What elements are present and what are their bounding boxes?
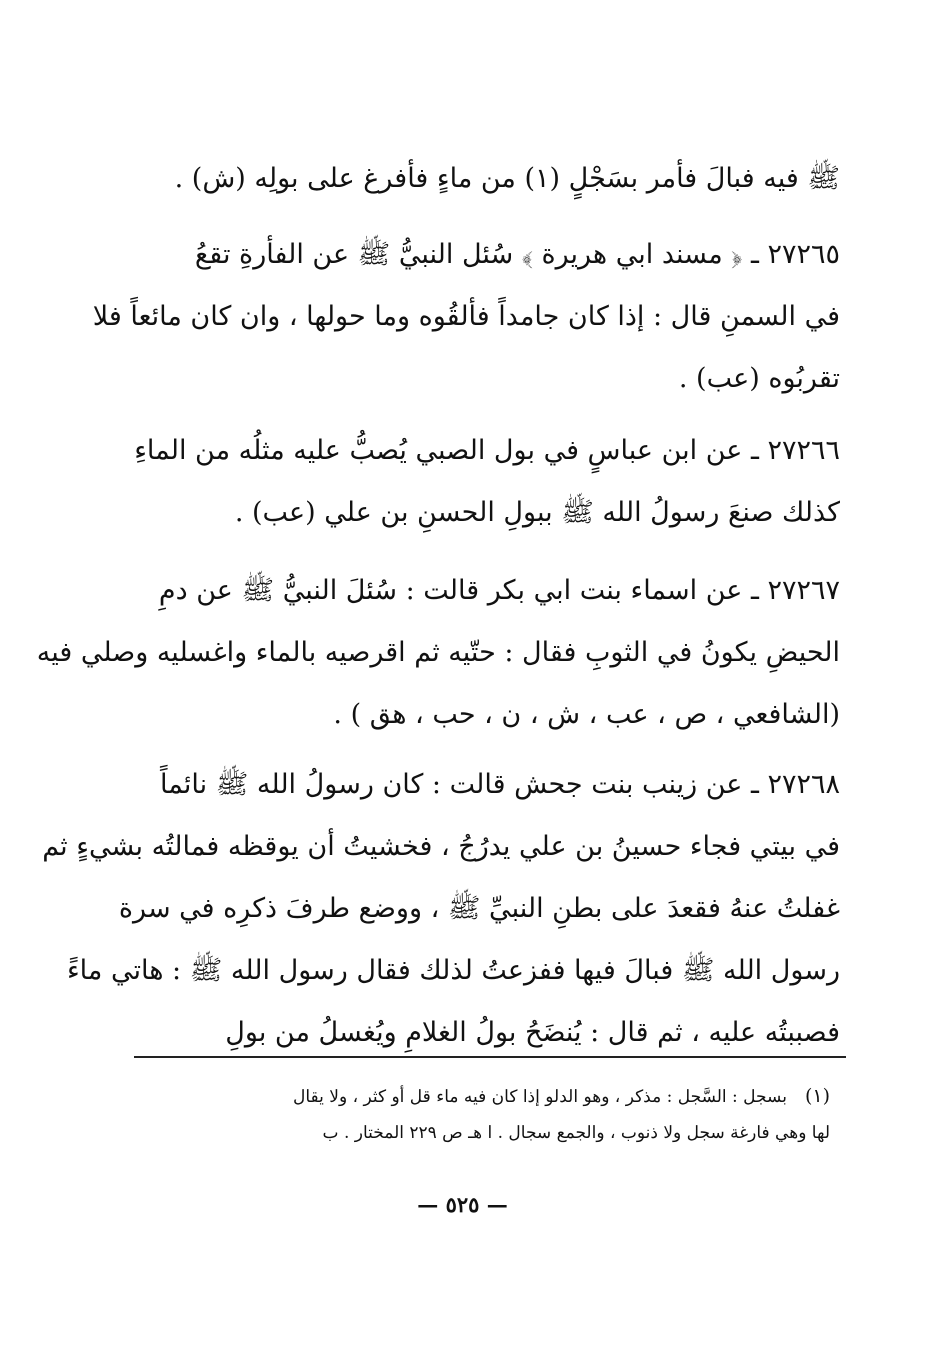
text-line: فصببتُه عليه ، ثم قال : يُنضَحُ بولُ الغلامِ ويُغسلُ من بولِ <box>225 1017 840 1048</box>
footnote-text: بسجل : السَّجل : مذكر ، وهو الدلو إذا كان فيه ماء قل أو كثر ، ولا يقال <box>293 1087 787 1107</box>
footnote-marker: (١) <box>804 1085 830 1107</box>
text-line: في السمنِ قال : إذا كان جامداً فألقُوه وما حولها ، وان كان مائعاً فلا <box>92 301 840 332</box>
text-line: ﷺ فيه فبالَ فأمر بسَجْلٍ (١) من ماءٍ فأفرغ على بولِه (ش) . <box>174 163 840 194</box>
page-number: — ٥٢٥ — <box>417 1192 508 1217</box>
footnote-line: لها وهي فارغة سجل ولا ذنوب ، والجمع سجال . ا هـ ص ٢٢٩ المختار . ب <box>322 1123 830 1143</box>
text-line: (الشافعي ، ص ، عب ، ش ، ن ، حب ، هق ) . <box>333 699 840 730</box>
text-line: تقربُوه (عب) . <box>678 363 840 394</box>
hadith-27268 <box>42 754 840 1064</box>
text-line: ٢٧٢٦٧ ـ عن اسماء بنت ابي بكر قالت : سُئلَ النبيُّ ﷺ عن دمِ <box>158 575 840 606</box>
text-line: الحيضِ يكونُ في الثوبِ فقال : حتّيه ثم اقرصيه بالماء واغسليه وصلي فيه <box>36 637 840 668</box>
footnote-line <box>130 1078 830 1115</box>
text-line: كذلك صنعَ رسولُ الله ﷺ ببولِ الحسنِ بن علي (عب) . <box>234 497 840 528</box>
hadith-27267 <box>36 560 840 746</box>
paragraph-continuation <box>128 148 840 210</box>
hadith-27265 <box>92 224 840 410</box>
text-line: ٢٧٢٦٥ ـ ﴿ مسند ابي هريرة ﴾ سُئل النبيُّ ﷺ عن الفأرةِ تقعُ <box>194 239 840 270</box>
hadith-27266 <box>128 420 840 544</box>
text-line: ٢٧٢٦٨ ـ عن زينب بنت جحش قالت : كان رسولُ الله ﷺ نائماً <box>160 769 840 800</box>
footnote-separator <box>134 1056 846 1058</box>
text-line: غفلتُ عنهُ فقعدَ على بطنِ النبيِّ ﷺ ، ووضع طرفَ ذكرِه في سرة <box>118 893 840 924</box>
text-line: ٢٧٢٦٦ ـ عن ابن عباسٍ في بول الصبي يُصبُّ عليه مثلُه من الماءِ <box>134 435 840 466</box>
footnote <box>130 1078 830 1151</box>
text-line: رسول الله ﷺ فبالَ فيها ففزعتُ لذلك فقال رسول الله ﷺ : هاتي ماءً <box>66 955 840 986</box>
text-line: في بيتي فجاء حسينُ بن علي يدرُجُ ، فخشيتُ أن يوقظه فمالتُه بشيءٍ ثم <box>42 831 840 862</box>
